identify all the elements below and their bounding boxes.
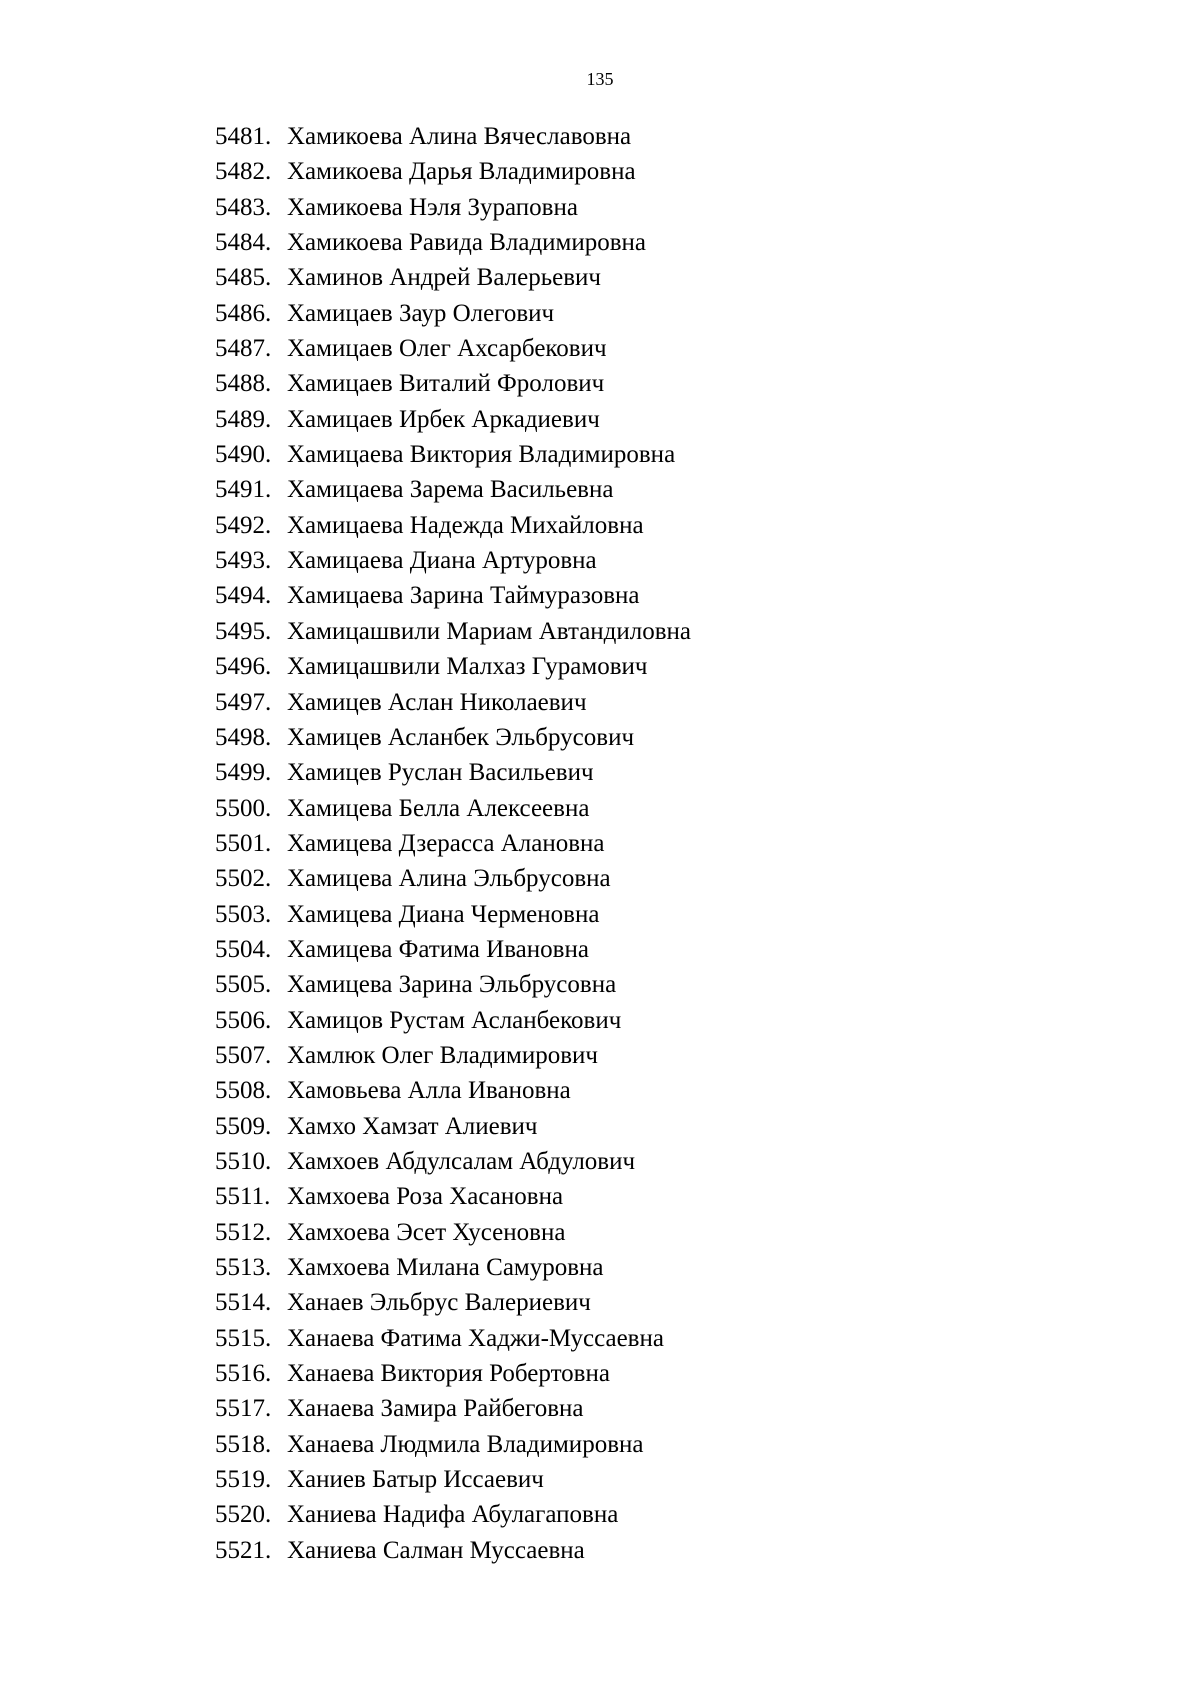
entry-number: 5485. bbox=[215, 264, 272, 292]
entry-name: Хамикоева Алина Вячеславовна bbox=[287, 123, 632, 150]
entry-name: Ханиева Надифа Абулагаповна bbox=[287, 1501, 619, 1529]
entry-name: Хамикоева Дарья Владимировна bbox=[287, 158, 636, 186]
list-item bbox=[215, 366, 691, 401]
entry-name: Ханаев Эльбрус Валериевич bbox=[287, 1289, 591, 1317]
entry-number: 5489. bbox=[215, 405, 272, 433]
entry-number: 5487. bbox=[215, 335, 272, 363]
list-item bbox=[215, 225, 691, 260]
entry-name: Хамхо Хамзат Алиевич bbox=[287, 1112, 538, 1140]
list-item bbox=[215, 1462, 691, 1497]
entry-number: 5502. bbox=[215, 865, 272, 893]
entry-number: 5500. bbox=[215, 794, 272, 822]
entry-number: 5481. bbox=[215, 123, 272, 150]
entry-number: 5508. bbox=[215, 1077, 272, 1105]
name-list bbox=[215, 119, 691, 1568]
entry-name: Хамхоев Абдулсалам Абдулович bbox=[287, 1147, 636, 1175]
entry-number: 5495. bbox=[215, 617, 272, 645]
entry-number: 5493. bbox=[215, 547, 272, 575]
list-item bbox=[215, 1356, 691, 1391]
list-item bbox=[215, 1497, 691, 1532]
list-item bbox=[215, 1003, 691, 1038]
list-item bbox=[215, 755, 691, 790]
entry-number: 5512. bbox=[215, 1218, 272, 1246]
entry-number: 5491. bbox=[215, 476, 272, 504]
list-item bbox=[215, 260, 691, 295]
list-item bbox=[215, 508, 691, 543]
entry-number: 5516. bbox=[215, 1360, 272, 1388]
list-item bbox=[215, 296, 691, 331]
entry-number: 5490. bbox=[215, 441, 272, 469]
list-item bbox=[215, 1179, 691, 1214]
entry-number: 5511. bbox=[215, 1183, 271, 1211]
entry-number: 5483. bbox=[215, 193, 272, 221]
list-item bbox=[215, 154, 691, 189]
list-item bbox=[215, 932, 691, 967]
entry-number: 5494. bbox=[215, 582, 272, 610]
entry-number: 5499. bbox=[215, 759, 272, 787]
entry-name: Ханиева Салман Муссаевна bbox=[287, 1536, 585, 1564]
entry-number: 5488. bbox=[215, 370, 272, 398]
entry-name: Хамицаев Олег Ахсарбекович bbox=[287, 335, 607, 363]
entry-number: 5484. bbox=[215, 229, 272, 257]
entry-number: 5486. bbox=[215, 299, 272, 327]
list-item bbox=[215, 967, 691, 1002]
list-item bbox=[215, 826, 691, 861]
entry-number: 5509. bbox=[215, 1112, 272, 1140]
entry-number: 5506. bbox=[215, 1006, 272, 1034]
list-item bbox=[215, 1250, 691, 1285]
list-item bbox=[215, 472, 691, 507]
entry-number: 5501. bbox=[215, 829, 272, 857]
entry-number: 5521. bbox=[215, 1536, 272, 1564]
entry-number: 5517. bbox=[215, 1395, 272, 1423]
entry-name: Хамицева Белла Алексеевна bbox=[287, 794, 590, 822]
entry-name: Ханаева Виктория Робертовна bbox=[287, 1360, 610, 1388]
entry-number: 5520. bbox=[215, 1501, 272, 1529]
list-item bbox=[215, 897, 691, 932]
list-item bbox=[215, 1321, 691, 1356]
entry-number: 5510. bbox=[215, 1147, 272, 1175]
entry-number: 5498. bbox=[215, 723, 272, 751]
list-item bbox=[215, 1073, 691, 1108]
list-item bbox=[215, 791, 691, 826]
list-item bbox=[215, 402, 691, 437]
entry-name: Хамицев Асланбек Эльбрусович bbox=[287, 723, 635, 751]
entry-number: 5482. bbox=[215, 158, 272, 186]
list-item bbox=[215, 1109, 691, 1144]
list-item bbox=[215, 1427, 691, 1462]
list-item bbox=[215, 437, 691, 472]
entry-name: Хамицева Дзерасса Алановна bbox=[287, 829, 605, 857]
entry-number: 5496. bbox=[215, 653, 272, 681]
entry-name: Хамицаева Зарема Васильевна bbox=[287, 476, 614, 504]
entry-number: 5504. bbox=[215, 935, 272, 963]
list-item bbox=[215, 1038, 691, 1073]
list-item bbox=[215, 543, 691, 578]
entry-name: Хамицаев Заур Олегович bbox=[287, 299, 555, 327]
entry-name: Хамхоева Роза Хасановна bbox=[287, 1183, 564, 1211]
list-item bbox=[215, 685, 691, 720]
entry-name: Хамхоева Милана Самуровна bbox=[287, 1254, 604, 1281]
list-item bbox=[215, 720, 691, 755]
list-item bbox=[215, 861, 691, 896]
entry-name: Хамицашвили Мариам Автандиловна bbox=[287, 617, 692, 645]
entry-number: 5513. bbox=[215, 1254, 272, 1281]
entry-name: Хамицаева Диана Артуровна bbox=[287, 547, 597, 575]
entry-number: 5497. bbox=[215, 688, 272, 716]
entry-name: Хамицаев Ирбек Аркадиевич bbox=[287, 405, 600, 433]
list-item bbox=[215, 119, 691, 154]
list-item bbox=[215, 1285, 691, 1320]
list-item bbox=[215, 578, 691, 613]
page-number: 135 bbox=[586, 69, 614, 89]
entry-number: 5492. bbox=[215, 511, 272, 539]
entry-name: Хамикоева Нэля Зураповна bbox=[287, 193, 578, 221]
entry-number: 5507. bbox=[215, 1041, 272, 1069]
entry-number: 5505. bbox=[215, 971, 272, 999]
entry-name: Ханаева Замира Райбеговна bbox=[287, 1395, 584, 1423]
entry-name: Хамицева Зарина Эльбрусовна bbox=[287, 971, 617, 999]
entry-name: Хамицева Фатима Ивановна bbox=[287, 935, 589, 963]
entry-name: Хамицов Рустам Асланбекович bbox=[287, 1006, 622, 1034]
entry-name: Ханиев Батыр Иссаевич bbox=[287, 1466, 544, 1494]
entry-name: Хамицаева Виктория Владимировна bbox=[287, 441, 676, 469]
list-item bbox=[215, 614, 691, 649]
list-item bbox=[215, 1144, 691, 1179]
list-item bbox=[215, 649, 691, 684]
entry-number: 5518. bbox=[215, 1430, 272, 1458]
entry-name: Хамицаева Зарина Таймуразовна bbox=[287, 582, 640, 610]
entry-name: Хамицева Алина Эльбрусовна bbox=[287, 865, 611, 893]
entry-number: 5515. bbox=[215, 1324, 272, 1352]
entry-name: Хамикоева Равида Владимировна bbox=[287, 229, 647, 257]
list-item bbox=[215, 1391, 691, 1426]
entry-name: Хамовьева Алла Ивановна bbox=[287, 1077, 571, 1105]
list-item bbox=[215, 331, 691, 366]
entry-name: Ханаева Фатима Хаджи-Муссаевна bbox=[287, 1324, 664, 1352]
entry-name: Хамицаева Надежда Михайловна bbox=[287, 511, 644, 539]
entry-number: 5514. bbox=[215, 1289, 272, 1317]
entry-name: Хамицев Руслан Васильевич bbox=[287, 759, 594, 787]
list-item bbox=[215, 1215, 691, 1250]
list-item bbox=[215, 190, 691, 225]
entry-name: Хамицева Диана Черменовна bbox=[287, 900, 600, 928]
entry-name: Хамлюк Олег Владимирович bbox=[287, 1041, 598, 1069]
entry-number: 5519. bbox=[215, 1466, 272, 1494]
entry-number: 5503. bbox=[215, 900, 272, 928]
entry-name: Хамицаев Виталий Фролович bbox=[287, 370, 605, 398]
entry-name: Хамицашвили Малхаз Гурамович bbox=[287, 653, 648, 681]
entry-name: Хамицев Аслан Николаевич bbox=[287, 688, 587, 716]
entry-name: Хамхоева Эсет Хусеновна bbox=[287, 1218, 566, 1246]
entry-name: Хаминов Андрей Валерьевич bbox=[287, 264, 601, 292]
list-item bbox=[215, 1533, 691, 1568]
entry-name: Ханаева Людмила Владимировна bbox=[287, 1430, 644, 1458]
